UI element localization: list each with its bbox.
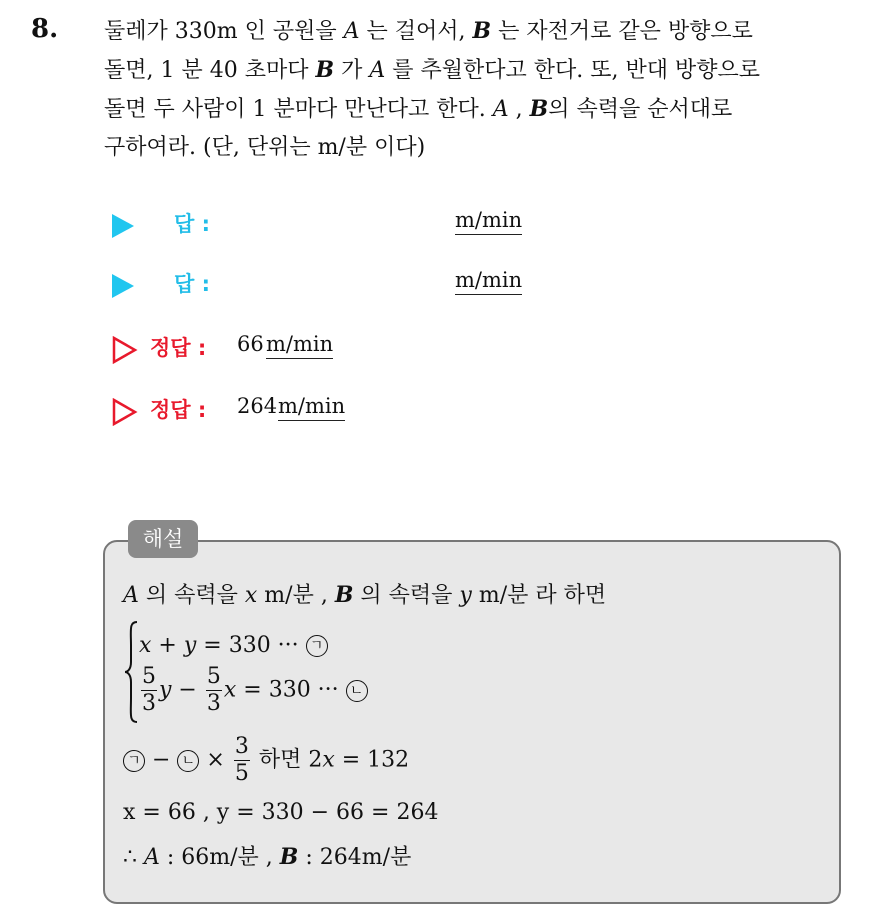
correct-unit: m/min (266, 332, 333, 359)
answer-unit: m/min (455, 208, 522, 235)
correct-answer-row-2 (112, 394, 412, 434)
correct-value: 66 (237, 332, 264, 356)
correct-value: 264 (237, 394, 278, 418)
problem-line-1: 둘레가 330m 인 공원을 A 는 걸어서, B 는 자전거로 같은 방향으로 (104, 18, 753, 44)
left-brace-icon (123, 620, 139, 724)
problem-line-4: 구하여라. (단, 단위는 m/분 이다) (104, 135, 426, 160)
problem-line-3: 돌면 두 사람이 1 분마다 만난다고 한다. A , B의 속력을 순서대로 (104, 96, 733, 122)
solution-line-1: A 의 속력을 x m/분 , B 의 속력을 y m/분 라 하면 (123, 582, 607, 608)
equation-1: x + y = 330 ··· ㄱ (139, 633, 328, 658)
problem-text (104, 12, 864, 167)
correct-answer-row-1 (112, 332, 412, 372)
problem-line-2: 돌면, 1 분 40 초마다 B 가 A 를 추월한다고 한다. 또, 반대 방향으로 (104, 57, 760, 83)
equation-2: $\frac{5}{3}$ y − $\frac{5}{3}$ x = 330 ··· ㄴ (139, 666, 368, 715)
correct-label: 정답 : (150, 398, 207, 422)
solution-tag: 해설 (128, 520, 198, 558)
answer-unit: m/min (455, 268, 522, 295)
outline-triangle-icon (112, 398, 138, 426)
question-number: 8. (31, 14, 59, 44)
solution-final: ∴ A : 66m/분 , B : 264m/분 (123, 844, 412, 870)
correct-label: 정답 : (150, 336, 207, 360)
solution-result: x = 66 , y = 330 − 66 = 264 (123, 800, 439, 825)
play-triangle-icon (112, 274, 134, 298)
answer-row-1[interactable] (112, 208, 552, 248)
answer-label: 답 : (174, 212, 210, 236)
solution-step: ㄱ − ㄴ × $\frac{3}{5}$ 하면 2x = 132 (123, 736, 409, 785)
correct-unit: m/min (278, 394, 345, 421)
circled-giyeok-icon: ㄱ (306, 635, 328, 657)
answer-row-2[interactable] (112, 268, 552, 308)
play-triangle-icon (112, 214, 134, 238)
circled-nieun-icon: ㄴ (346, 680, 368, 702)
outline-triangle-icon (112, 336, 138, 364)
answer-label: 답 : (174, 272, 210, 296)
